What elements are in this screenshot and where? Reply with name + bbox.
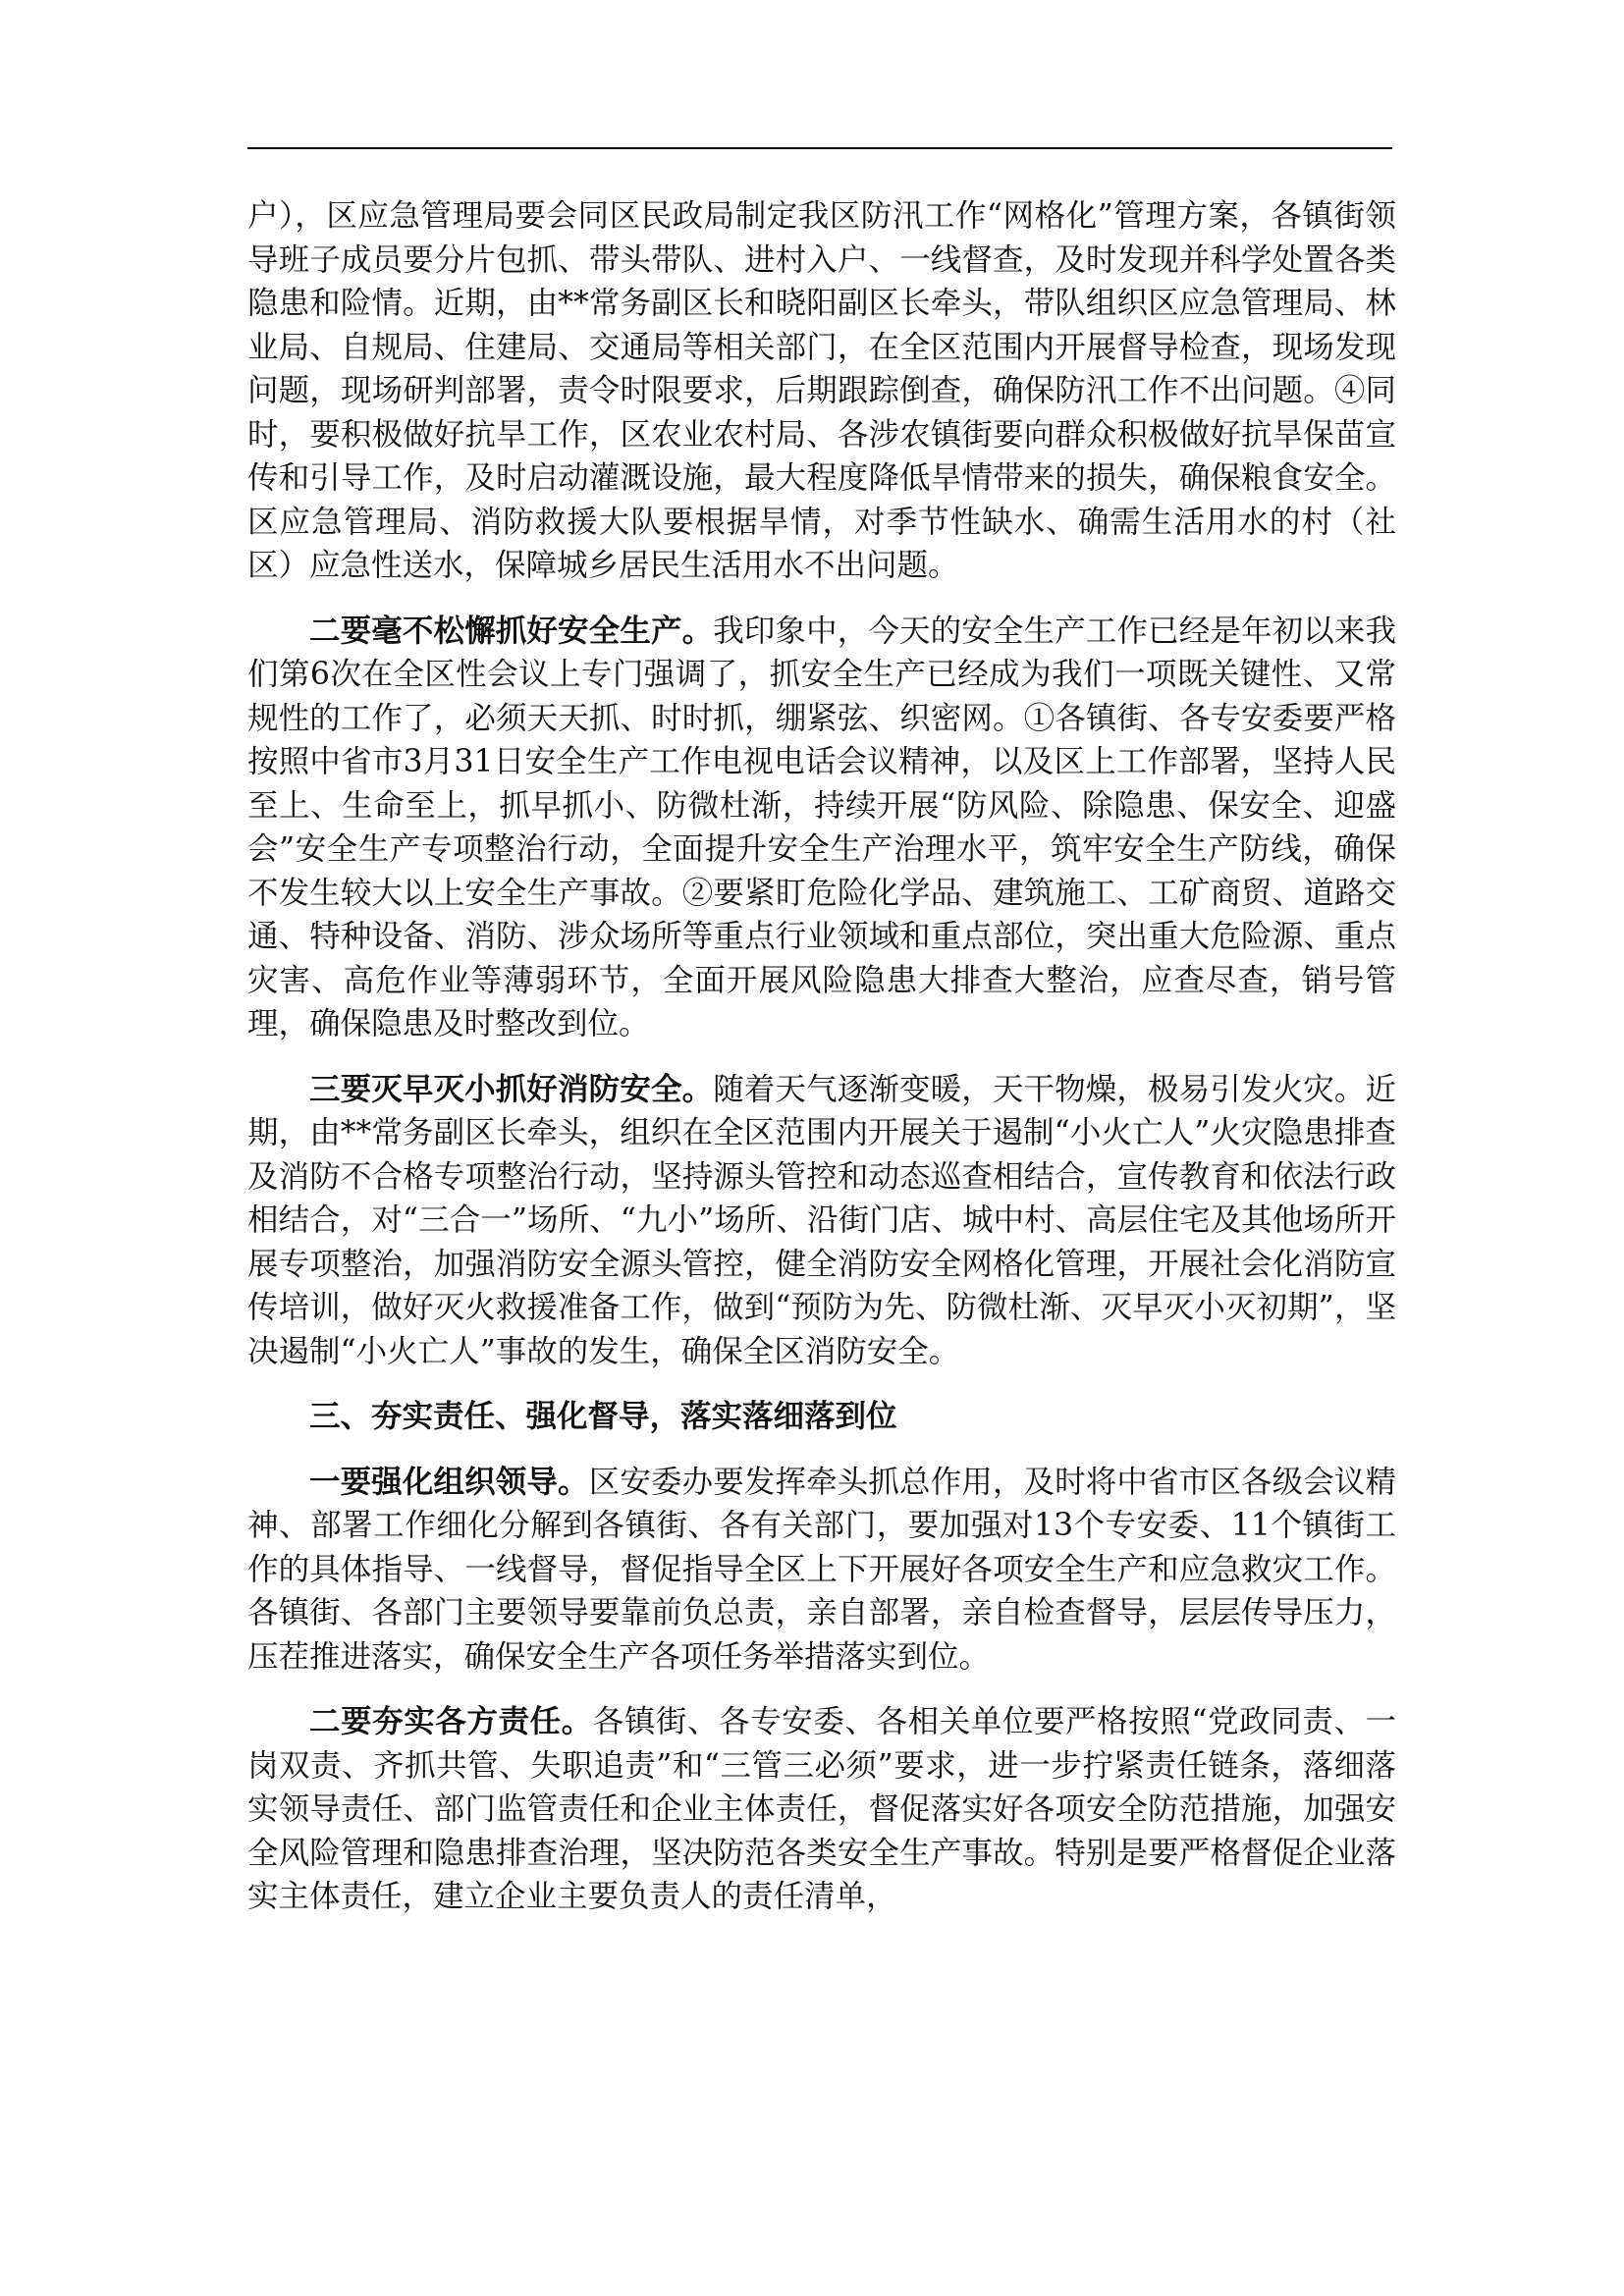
paragraph-text: 我印象中，今天的安全生产工作已经是年初以来我们第6次在全区性会议上专门强调了，抓安全生产已经成为我们一项既关键性、又常规性的工作了，必须天天抓、时时抓，绷紧弦、织密网。①各镇街、各专安委要严格按照中省市3月31日安全生产工作电视电话会议精神，以及区上工作部署，坚持人民至上、生命至上，抓早抓小、防微杜渐，持续开展“防风险、除隐患、保安全、迎盛会”安全生产专项整治行动，全面提升安全生产治理水平，筑牢安全生产防线，确保不发生较大以上安全生产事故。②要紧盯危险化学品、建筑施工、工矿商贸、道路交通、特种设备、消防、涉众场所等重点行业领域和重点部位，突出重大危险源、重点灾害、高危作业等薄弱环节，全面开展风险隐患大排查大整治，应查尽查，销号管理，确保隐患及时整改到位。 [247,613,1396,1041]
paragraph-text: 随着天气逐渐变暖，天干物燥，极易引发火灾。近期，由**常务副区长牵头，组织在全区范围内开展关于遏制“小火亡人”火灾隐患排查及消防不合格专项整治行动，坚持源头管控和动态巡查相结合，宣传教育和依法行政相结合，对“三合一”场所、“九小”场所、沿街门店、城中村、高层住宅及其他场所开展专项整治，加强消防安全源头管控，健全消防安全网格化管理，开展社会化消防宣传培训，做好灭火救援准备工作，做到“预防为先、防微杜渐、灭早灭小灭初期”，坚决遏制“小火亡人”事故的发生，确保全区消防安全。 [247,1071,1396,1369]
paragraph-text: 各镇街、各专安委、各相关单位要严格按照“党政同责、一岗双责、齐抓共管、失职追责”和“三管三必须”要求，进一步拧紧责任链条，落细落实领导责任、部门监管责任和企业主体责任，督促落实好各项安全防范措施，加强安全风险管理和隐患排查治理，坚决防范各类安全生产事故。特别是要严格督促企业落实主体责任，建立企业主要负责人的责任清单， [247,1704,1396,1914]
header-rule [247,147,1392,149]
paragraph-lead: 二要毫不松懈抓好安全生产。 [309,612,714,649]
paragraph-lead: 二要夯实各方责任。 [309,1703,593,1739]
paragraph-production-safety [247,610,1396,1046]
paragraph-responsibilities [247,1700,1396,1919]
paragraph-organization-leadership [247,1461,1396,1680]
paragraph-text: 户），区应急管理局要会同区民政局制定我区防汛工作“网格化”管理方案，各镇街领导班子成员要分片包抓、带头带队、进村入户、一线督查，及时发现并科学处置各类隐患和险情。近期，由**常务副区长和晓阳副区长牵头，带队组织区应急管理局、林业局、自规局、住建局、交通局等相关部门，在全区范围内开展督导检查，现场发现问题，现场研判部署，责令时限要求，后期跟踪倒查，确保防汛工作不出问题。④同时，要积极做好抗旱工作，区农业农村局、各涉农镇街要向群众积极做好抗旱保苗宣传和引导工作，及时启动灌溉设施，最大程度降低旱情带来的损失，确保粮食安全。区应急管理局、消防救援大队要根据旱情，对季节性缺水、确需生活用水的村（社区）应急性送水，保障城乡居民生活用水不出问题。 [247,198,1396,583]
section-heading: 三、夯实责任、强化督导，落实落细落到位 [309,1398,897,1434]
paragraph-lead: 三要灭早灭小抓好消防安全。 [309,1070,714,1107]
paragraph-text: 区安委办要发挥牵头抓总作用，及时将中省市区各级会议精神、部署工作细化分解到各镇街、各有关部门，要加强对13个专安委、11个镇街工作的具体指导、一线督导，督促指导全区上下开展好各项安全生产和应急救灾工作。各镇街、各部门主要领导要靠前负总责，亲自部署，亲自检查督导，层层传导压力，压茬推进落实，确保安全生产各项任务举措落实到位。 [247,1464,1396,1675]
paragraph-fire-safety [247,1068,1396,1374]
paragraph-lead: 一要强化组织领导。 [309,1463,589,1500]
document-body [247,194,1396,1941]
paragraph-flood-management [247,194,1396,588]
